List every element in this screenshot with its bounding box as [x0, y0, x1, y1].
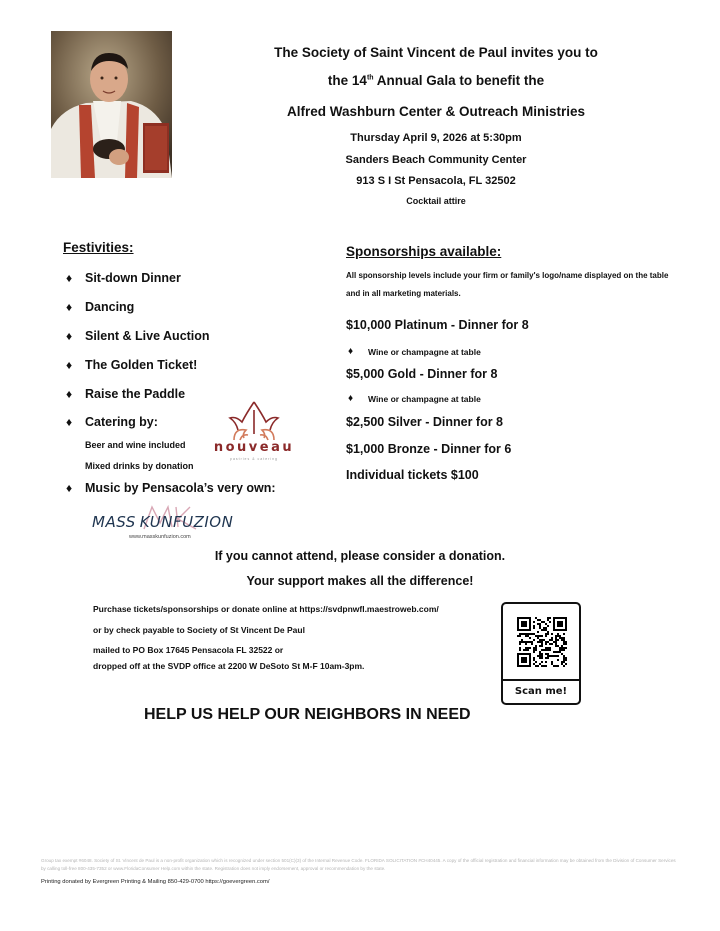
- event-date: Thursday April 9, 2026 at 5:30pm: [350, 132, 522, 144]
- festivities-title: Festivities:: [63, 240, 134, 255]
- scan-me-label: Scan me!: [514, 686, 568, 697]
- festivity-item: [66, 329, 210, 343]
- nouveau-catering-logo: [212, 400, 296, 464]
- purchase-mail-line: mailed to PO Box 17645 Pensacola FL 32522 or: [93, 645, 284, 655]
- festivity-item: [66, 271, 181, 285]
- catering-note: Beer and wine included: [85, 440, 186, 450]
- diamond-bullet-icon: ♦: [66, 358, 73, 372]
- festivity-item: [66, 415, 158, 429]
- diamond-bullet-icon: ♦: [66, 481, 73, 495]
- help-neighbors-tagline: HELP US HELP OUR NEIGHBORS IN NEED: [144, 706, 471, 723]
- music-item: [66, 481, 276, 495]
- printing-credit: Printing donated by Evergreen Printing & Mailing 850-429-0700 https://goevergreen.com/: [41, 879, 270, 885]
- mass-kunfuzion-wordmark: [92, 513, 233, 531]
- nouveau-wordmark: nouveau: [213, 440, 295, 455]
- diamond-bullet-icon: ♦: [66, 329, 73, 343]
- festivity-item: [66, 358, 197, 372]
- music-label: Music by Pensacola’s very own:: [85, 481, 276, 495]
- event-attire: Cocktail attire: [406, 196, 466, 206]
- sponsorship-note-line-1: All sponsorship levels include your firm or family's logo/name displayed on the table: [346, 271, 669, 280]
- invitation-line-2-post: Annual Gala to benefit the: [373, 73, 545, 88]
- purchase-dropoff-line: dropped off at the SVDP office at 2200 W DeSoto St M-F 10am-3pm.: [93, 661, 365, 671]
- band-url: www.masskunfuzion.com: [129, 534, 191, 540]
- festivity-label: Silent & Live Auction: [85, 329, 210, 343]
- festivity-label: The Golden Ticket!: [85, 358, 198, 372]
- donation-appeal-line-2: Your support makes all the difference!: [246, 574, 474, 588]
- catering-note: Mixed drinks by donation: [85, 461, 194, 471]
- sponsorship-note-line-2: and in all marketing materials.: [346, 289, 461, 298]
- diamond-bullet-icon: ♦: [348, 393, 354, 404]
- diamond-bullet-icon: ♦: [348, 346, 354, 357]
- perk-label: Wine or champagne at table: [368, 346, 481, 357]
- band-name-part-2: KUNFUZION: [139, 513, 234, 531]
- invitation-line-2-pre: the 14: [327, 73, 367, 88]
- diamond-bullet-icon: ♦: [66, 387, 73, 401]
- beneficiary-line: Alfred Washburn Center & Outreach Ministries: [286, 104, 586, 119]
- sponsorship-level-gold: $5,000 Gold - Dinner for 8: [346, 367, 498, 381]
- qr-code-icon[interactable]: [517, 617, 567, 667]
- sponsorships-title: Sponsorships available:: [346, 244, 502, 259]
- festivity-label: Sit-down Dinner: [85, 271, 181, 285]
- fine-print: Group tax exempt #6048. Society of St. Vincent de Paul is a non-profit organization which is recognized under section 501(C)(3) of the Internal Revenue Code. FLORIDA SOLICITATION #CH40445. A copy of the official registration and financial information may be obtained from the Division of Consumer Services by calling toll-free 800-435-7352 or www.FloridaConsumer Help.com within the state. Registration does not imply endorsement, approval or recommendation by the state.: [41, 858, 676, 871]
- sponsorship-level-platinum: $10,000 Platinum - Dinner for 8: [346, 318, 529, 332]
- festivity-label: Raise the Paddle: [85, 387, 186, 401]
- diamond-bullet-icon: ♦: [66, 271, 73, 285]
- saint-vincent-portrait: [51, 31, 172, 178]
- event-address: 913 S I St Pensacola, FL 32502: [356, 175, 516, 187]
- mass-kunfuzion-logo: [92, 503, 252, 545]
- donation-appeal-line-1: If you cannot attend, please consider a donation.: [214, 549, 506, 563]
- festivity-item: [66, 300, 134, 314]
- nouveau-ornament-icon: [212, 400, 296, 444]
- qr-code-card[interactable]: [501, 602, 581, 705]
- festivity-item: [66, 387, 185, 401]
- perk-label: Wine or champagne at table: [368, 393, 481, 404]
- sponsorship-level-bronze: $1,000 Bronze - Dinner for 6: [346, 442, 512, 456]
- festivity-label: Dancing: [85, 300, 135, 314]
- sponsorship-level-silver: $2,500 Silver - Dinner for 8: [346, 415, 504, 429]
- event-venue: Sanders Beach Community Center: [345, 154, 527, 166]
- sponsorship-perk: [348, 393, 481, 404]
- invitation-line-1: The Society of Saint Vincent de Paul invites you to: [274, 45, 598, 60]
- invitation-line-2: [250, 73, 622, 88]
- diamond-bullet-icon: ♦: [66, 415, 73, 429]
- festivity-label: Catering by:: [85, 415, 158, 429]
- ordinal-suffix: th: [366, 74, 374, 82]
- diamond-bullet-icon: ♦: [66, 300, 73, 314]
- nouveau-tagline: pastries & catering: [230, 457, 278, 461]
- purchase-check-line: or by check payable to Society of St Vincent De Paul: [93, 625, 305, 635]
- individual-tickets: Individual tickets $100: [346, 468, 479, 482]
- purchase-online-line: Purchase tickets/sponsorships or donate online at https://svdpnwfl.maestroweb.com/: [93, 604, 439, 614]
- sponsorship-perk: [348, 346, 481, 357]
- band-name-part-1: MASS: [92, 513, 136, 531]
